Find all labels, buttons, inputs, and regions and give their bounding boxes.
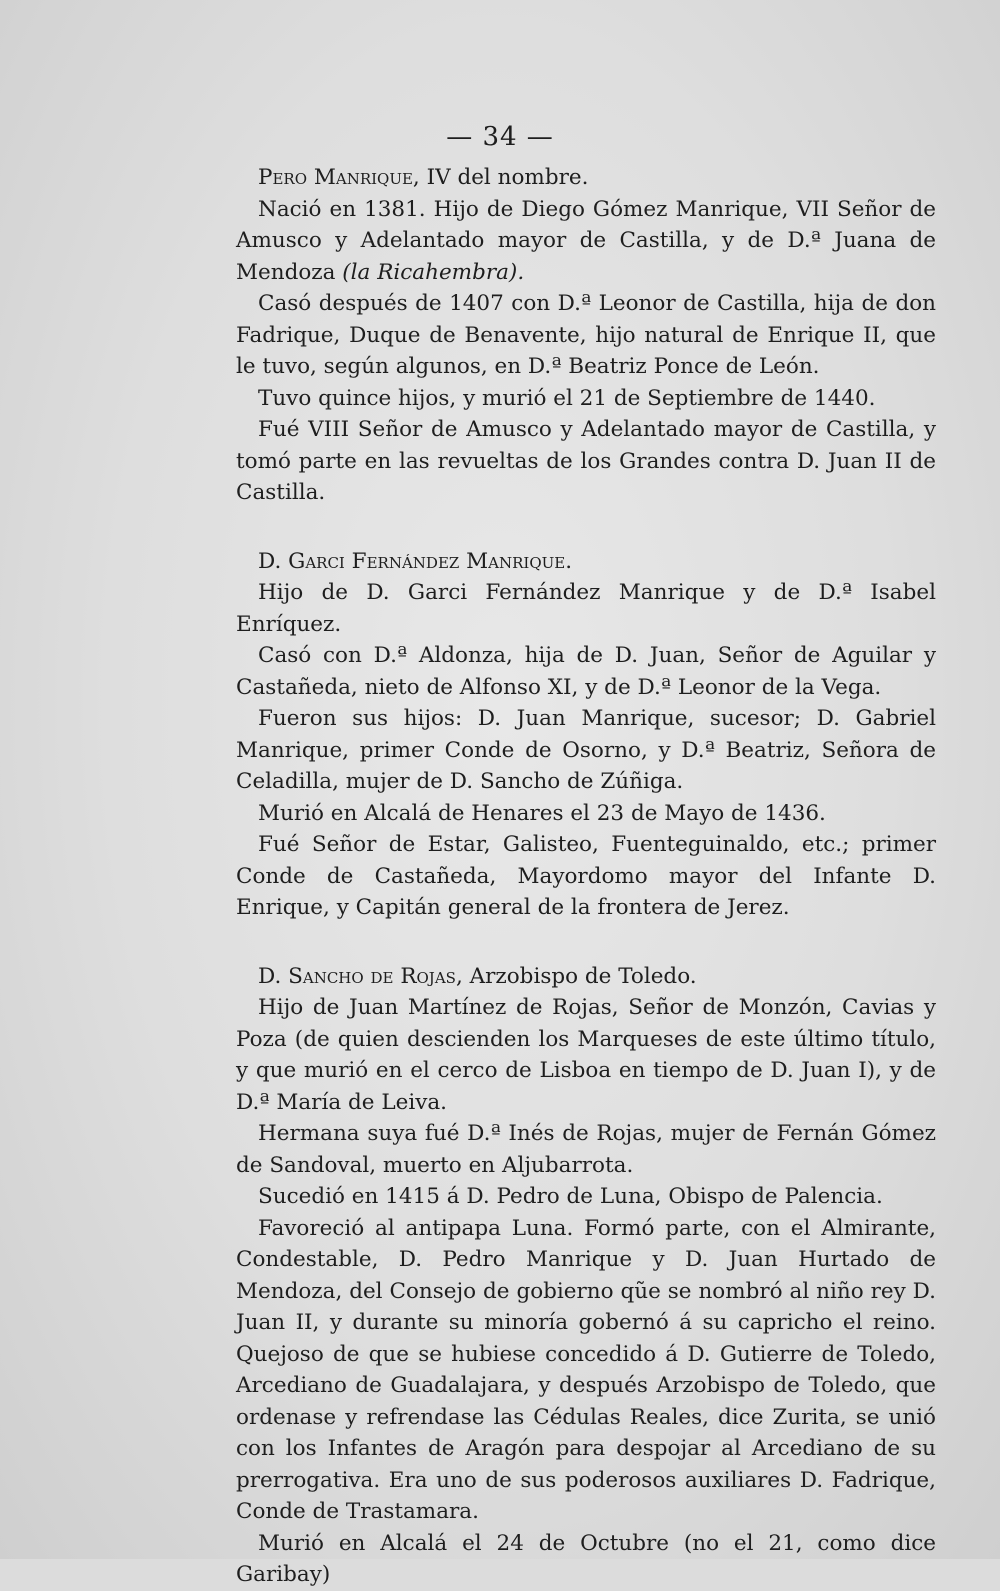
- paragraph: Fué Señor de Estar, Galisteo, Fuenteguinaldo, etc.; primer Conde de Castañeda, Mayordomo mayor del Infante D. Enrique, y Capitán general de la frontera de Jerez.: [236, 832, 936, 920]
- entry-sancho-de-rojas: [236, 961, 936, 1591]
- italic-tail: (la Ricahembra).: [335, 259, 525, 285]
- paragraph: Hijo de D. Garci Fernández Manrique y de D.ª Isabel Enríquez.: [236, 580, 936, 637]
- paragraph: Fueron sus hijos: D. Juan Manrique, sucesor; D. Gabriel Manrique, primer Conde de Osorno, y D.ª Beatriz, Señora de Celadilla, mujer de D. Sancho de Zúñiga.: [236, 706, 936, 794]
- paragraph: Casó con D.ª Aldonza, hija de D. Juan, Señor de Aguilar y Castañeda, nieto de Alfonso XI, y de D.ª Leonor de la Vega.: [236, 643, 936, 700]
- page-number: — 34 —: [446, 122, 554, 152]
- entry-name: Pero Manrique: [258, 165, 413, 190]
- entry-garci-fernandez-manrique: [236, 546, 936, 924]
- entry-title-suffix: , Arzobispo de Toledo.: [455, 963, 697, 989]
- paragraph: Murió en Alcalá el 24 de Octubre (no el 21, como dice Garibay): [236, 1530, 936, 1587]
- paragraph: Nació en 1381. Hijo de Diego Gómez Manrique, VII Señor de Amusco y Adelantado mayor de Castilla, y de D.ª Juana de Mendoza (la Ricahembra).: [236, 196, 936, 285]
- paragraph: Sucedió en 1415 á D. Pedro de Luna, Obispo de Palencia.: [258, 1184, 883, 1209]
- paragraph: Hermana suya fué D.ª Inés de Rojas, mujer de Fernán Gómez de Sandoval, muerto en Aljubarrota.: [236, 1121, 936, 1178]
- paragraph: Casó después de 1407 con D.ª Leonor de Castilla, hija de don Fadrique, Duque de Benavente, hijo natural de Enrique II, que le tuvo, según algunos, en D.ª Beatriz Ponce de León.: [236, 291, 936, 379]
- paragraph: Hijo de Juan Martínez de Rojas, Señor de Monzón, Cavias y Poza (de quien descienden los Marqueses de este último título, y que murió en el cerco de Lisboa en tiempo de D. Juan I), y de D.ª María de Leiva.: [236, 995, 936, 1115]
- entry-heading: [236, 546, 936, 578]
- entry-name: D. Garci Fernández Manrique.: [258, 548, 573, 574]
- paragraph: Tuvo quince hijos, y murió el 21 de Septiembre de 1440.: [258, 385, 876, 411]
- paragraph: Murió en Alcalá de Henares el 23 de Mayo de 1436.: [258, 800, 826, 826]
- paragraph: Fué VIII Señor de Amusco y Adelantado mayor de Castilla, y tomó parte en las revueltas de los Grandes contra D. Juan II de Castilla.: [236, 417, 936, 505]
- entry-heading: [236, 162, 936, 194]
- entry-name: D. Sancho de Rojas: [258, 963, 456, 989]
- paragraph: Favoreció al antipapa Luna. Formó parte, con el Almirante, Condestable, D. Pedro Manrique y D. Juan Hurtado de Mendoza, del Consejo de gobierno qũe se nombró al niño rey D. Juan II, y durante su minoría gobernó á su capricho el reino. Quejoso de que se hubiese concedido á D. Gutierre de Toledo, Arcediano de Guadalajara, y después Arzobispo de Toledo, que ordenase y refrendase las Cédulas Reales, dice Zurita, se unió con los Infantes de Aragón para despojar al Arcediano de su prerrogativa. Era uno de sus poderosos auxiliares D. Fadrique, Conde de Trastamara.: [236, 1215, 936, 1524]
- entry-pero-manrique: [236, 162, 936, 509]
- entry-heading: [236, 961, 936, 993]
- text-body: [236, 162, 936, 1591]
- entry-title-suffix: , IV del nombre.: [412, 165, 589, 190]
